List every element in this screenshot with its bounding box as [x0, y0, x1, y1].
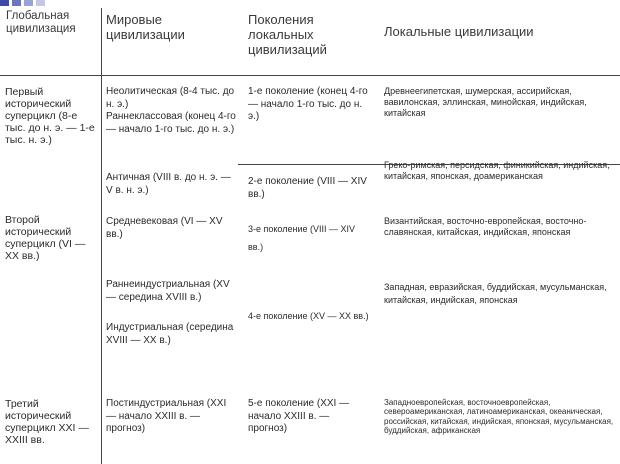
world-civ-early-industrial: Раннеиндустриальная (XV — середина XVIII в.)	[106, 279, 230, 303]
decor-square	[36, 0, 45, 6]
supercycle-third: Третий исторический суперцикл XXI —XXIII вв.	[5, 398, 89, 446]
supercycle-first: Первый исторический суперцикл (8-е тыс. до н. э. — 1-е тыс. н. э.)	[5, 86, 95, 146]
header-world-civilizations: Мировые цивилизации	[106, 12, 185, 42]
local-civ-generation-2: Греко-римская, персидская, финикийская, индийская, китайская, японская, доамериканская	[384, 160, 610, 181]
generation-5: 5-е поколение (XXI — начало XXIII в. — прогноз)	[248, 398, 350, 434]
supercycle-second: Второй исторический суперцикл (VI —XX вв.)	[5, 214, 86, 262]
world-civ-postindustrial: Постиндустриальная (XXI — начало XXIII в. — прогноз)	[106, 398, 227, 434]
world-civ-antique: Античная (VIII в. до н. э. — V в. н. э.)	[106, 172, 231, 196]
header-generations: Поколения локальных цивилизаций	[248, 12, 327, 57]
generation-3: 3-е поколение (VIII — XIV вв.)	[248, 224, 356, 252]
decor-square	[0, 0, 9, 6]
generation-1: 1-е поколение (конец 4-го — начало 1-го тыс. до н. э.)	[248, 86, 368, 122]
generation-4: 4-е поколение (XV — XX вв.)	[248, 311, 369, 321]
world-civ-early-class: Раннеклассовая (конец 4-го — начало 1-го тыс. до н. э.)	[106, 111, 236, 135]
header-rule	[0, 75, 620, 76]
local-civ-generation-3: Византийская, восточно-европейская, восточно-славянская, китайская, индийская, японская	[384, 216, 587, 237]
world-civ-neolithic: Неолитическая (8-4 тыс. до н. э.)	[106, 86, 235, 110]
local-civ-generation-4: Западная, евразийская, буддийская, мусульманская, китайская, индийская, японская	[384, 282, 607, 305]
local-civ-generation-1: Древнеегипетская, шумерская, ассирийская, вавилонская, эллинская, минойская, индийская, китайская	[384, 86, 587, 118]
world-civ-medieval: Средневековая (VI — XV вв.)	[106, 216, 223, 240]
world-civ-industrial: Индустриальная (середина XVIII — XX в.)	[106, 322, 234, 346]
column-rule	[101, 8, 102, 464]
title-decoration	[0, 0, 48, 8]
decor-square	[12, 0, 21, 6]
local-civ-generation-5: Западноевропейская, восточноевропейская, североамериканская, латиноамериканская, океаническая, российская, китайская, индийская, японская, мусульманская, буддийская, африканская	[384, 398, 614, 436]
header-local-civilizations: Локальные цивилизации	[384, 24, 534, 39]
decor-square	[24, 0, 33, 6]
header-global-civilization: Глобальная цивилизация	[6, 10, 76, 35]
generation-2: 2-е поколение (VIII — XIV вв.)	[248, 176, 367, 200]
